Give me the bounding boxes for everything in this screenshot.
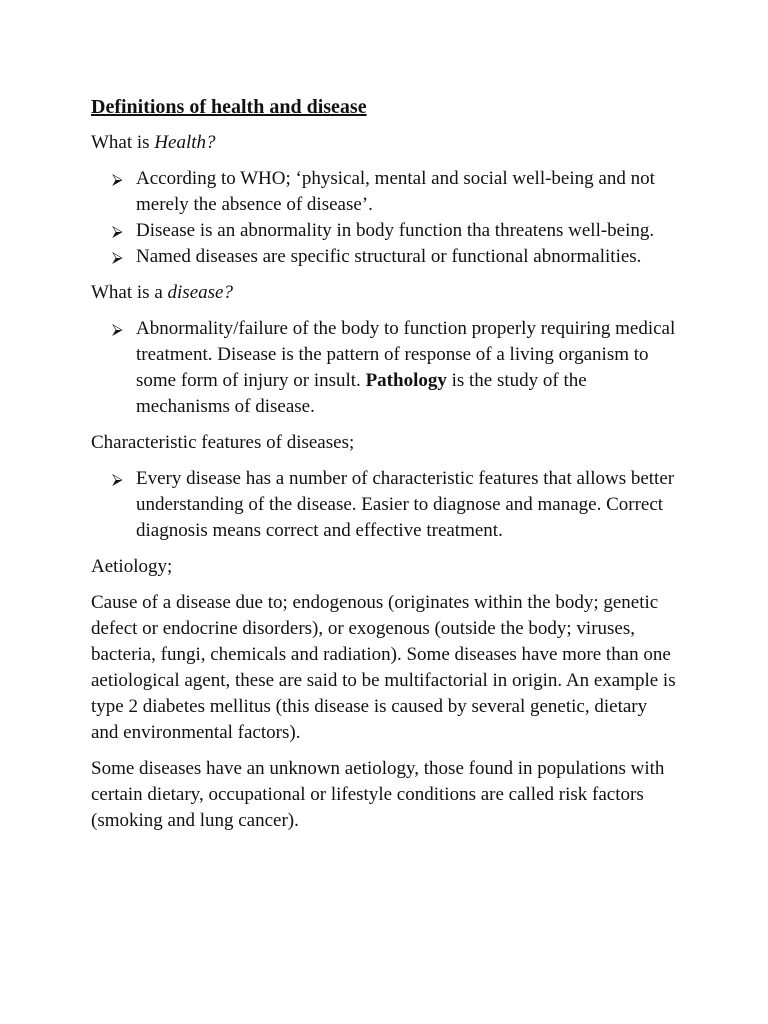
disease-definition-part2: is the study of the mechanisms of disease. [136,370,587,417]
disease-term: disease? [167,282,233,303]
list-item-text: Named diseases are specific structural or functional abnormalities. [136,246,642,267]
list-item [91,466,676,544]
arrowhead-bullet-icon: ⮚ [112,222,123,240]
health-term: Health? [154,132,216,153]
arrowhead-bullet-icon: ⮚ [112,248,123,266]
list-item [91,316,676,420]
unknown-aetiology-paragraph: Some diseases have an unknown aetiology, those found in populations with certain dietary, occupational or lifestyle conditions are called risk factors (smoking and lung cancer). [91,758,665,831]
health-points-list [91,166,676,270]
list-item [91,244,676,270]
disease-definition-part1: Abnormality/failure of the body to function properly requiring medical treatment. Disease is the pattern of response of a living organism to some form of injury or insult. [136,318,676,391]
list-item [91,166,676,218]
disease-question-prefix: What is a [91,282,168,303]
features-points-list [91,466,676,544]
aetiology-heading: Aetiology; [91,556,173,577]
disease-question [91,280,676,306]
aetiology-paragraph: Cause of a disease due to; endogenous (originates within the body; genetic defect or endocrine disorders), or exogenous (outside the body; viruses, bacteria, fungi, chemicals and radiation). Some diseases have more than one aetiological agent, these are said to be multifactorial in origin. An example is type 2 diabetes mellitus (this disease is caused by several genetic, dietary and environmental factors). [91,592,676,743]
health-question-prefix: What is [91,132,155,153]
list-item-text: Disease is an abnormality in body function tha threatens well-being. [136,220,655,241]
features-heading: Characteristic features of diseases; [91,432,355,453]
list-item-text: Every disease has a number of characteristic features that allows better understanding of the disease. Easier to diagnose and manage. Correct diagnosis means correct and effective treatment. [136,468,675,541]
list-item-text: According to WHO; ‘physical, mental and social well-being and not merely the absence of disease’. [136,168,655,215]
page-title: Definitions of health and disease [91,96,367,118]
disease-points-list [91,316,676,420]
arrowhead-bullet-icon: ⮚ [112,170,123,188]
arrowhead-bullet-icon: ⮚ [112,320,123,338]
arrowhead-bullet-icon: ⮚ [112,470,123,488]
pathology-term: Pathology [365,370,447,391]
health-question [91,130,676,156]
list-item [91,218,676,244]
